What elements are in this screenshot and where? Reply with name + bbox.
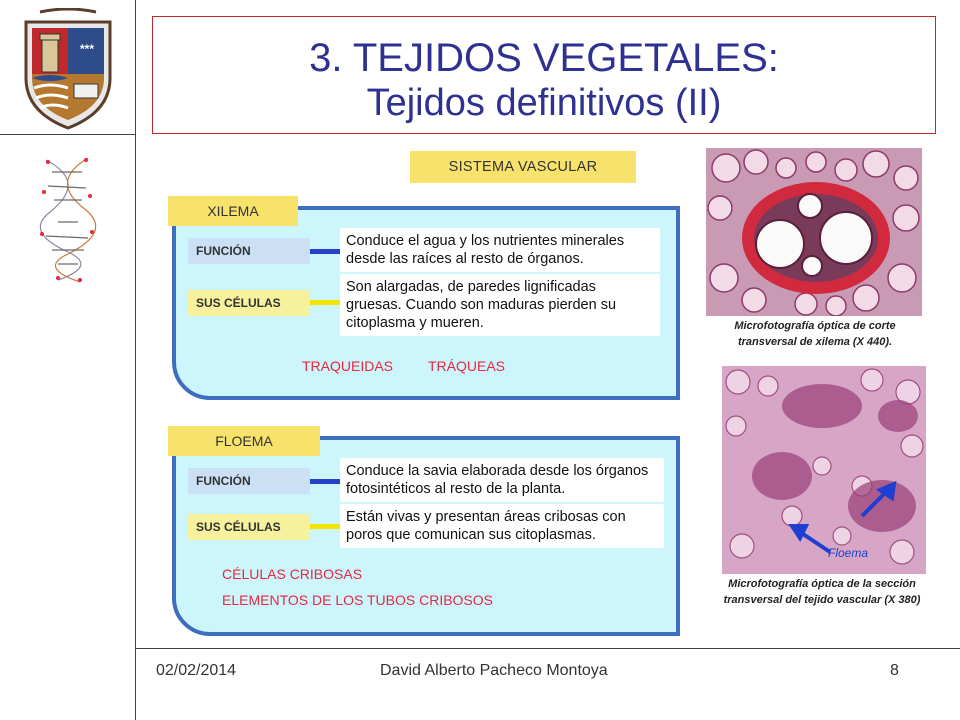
footer-divider [136, 648, 960, 649]
xilema-type-traqueidas: TRAQUEIDAS [302, 358, 394, 374]
xilema-function-tag: FUNCIÓN [188, 238, 310, 264]
floema-function-text: Conduce la savia elaborada desde los órganos fotosintéticos al resto de la planta. [340, 458, 664, 502]
xilema-cells-text: Son alargadas, de paredes lignificadas gruesas. Cuando son maduras pierden su citoplasma y mueren. [340, 274, 660, 336]
xilema-caption-line1: Microfotografía óptica de corte [734, 320, 896, 332]
footer-date: 02/02/2014 [156, 662, 237, 679]
xilema-function-text: Conduce el agua y los nutrientes minerales desde las raíces al resto de órganos. [340, 228, 660, 272]
shield-crest-icon [20, 8, 116, 130]
section-title: SISTEMA VASCULAR [410, 151, 636, 183]
xilema-caption [704, 318, 926, 350]
floema-cells-connector [310, 524, 342, 529]
footer-author: David Alberto Pacheco Montoya [380, 662, 608, 679]
floema-function-connector [310, 479, 342, 484]
page-title: 3. TEJIDOS VEGETALES: [309, 36, 779, 80]
title-box [152, 16, 936, 134]
floema-type-tubos-cribosos: ELEMENTOS DE LOS TUBOS CRIBOSOS [222, 592, 493, 608]
floema-cells-tag: SUS CÉLULAS [188, 514, 310, 540]
xilema-label: XILEMA [168, 196, 298, 226]
floema-caption-line2: transversal del tejido vascular (X 380) [723, 594, 921, 606]
xilema-type-traqueas: TRÁQUEAS [428, 358, 506, 374]
xilema-cells-connector [310, 300, 342, 305]
floema-micrograph [722, 366, 926, 574]
xilema-caption-line2: transversal de xilema (X 440). [737, 336, 893, 348]
floema-cells-text: Están vivas y presentan áreas cribosas con poros que comunican sus citoplasmas. [340, 504, 664, 548]
xilema-function-connector [310, 249, 342, 254]
logo-divider [0, 134, 136, 135]
xilema-micrograph [706, 148, 922, 316]
dna-molecule-icon [28, 152, 108, 284]
floema-label: FLOEMA [168, 426, 320, 456]
footer-page-number: 8 [890, 662, 899, 679]
floema-type-celulas-cribosas: CÉLULAS CRIBOSAS [222, 566, 363, 582]
xilema-cells-tag: SUS CÉLULAS [188, 290, 310, 316]
crest-stars: *** [79, 42, 94, 56]
page-subtitle: Tejidos definitivos (II) [366, 82, 722, 124]
floema-function-tag: FUNCIÓN [188, 468, 310, 494]
floema-caption [704, 576, 940, 608]
floema-micrograph-label: Floema [828, 546, 869, 560]
floema-caption-line1: Microfotografía óptica de la sección [728, 578, 916, 590]
vertical-divider [135, 0, 136, 720]
